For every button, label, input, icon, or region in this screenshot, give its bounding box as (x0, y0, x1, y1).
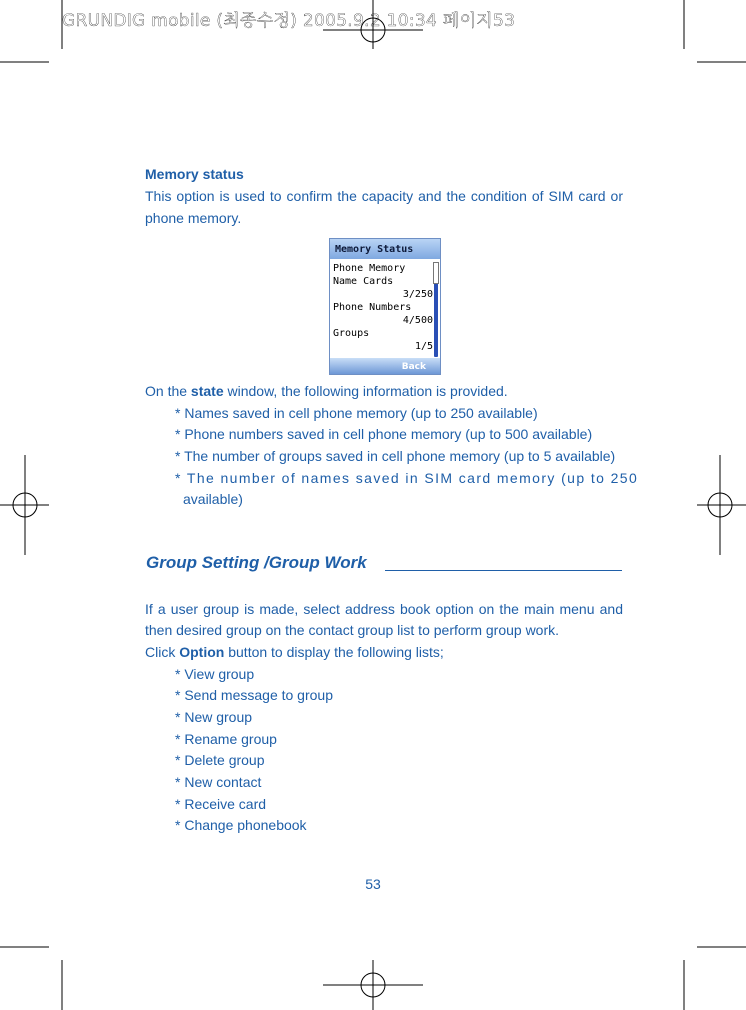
state-intro-bold: state (190, 383, 224, 399)
group-list-item: * View group (175, 666, 255, 682)
section-title-rule (385, 570, 622, 571)
click-suffix: button to display the following lists; (224, 644, 444, 660)
phone-screen-groups-value: 1/5 (414, 341, 433, 352)
print-header-slug: GRUNDIG mobile (최종수정) 2005.9.2 10:34 페이지53 (62, 11, 516, 31)
phone-screen-softkey-bar (330, 358, 440, 374)
group-list-item: * Change phonebook (175, 817, 307, 833)
page-number: 53 (365, 876, 381, 892)
click-prefix: Click (145, 644, 180, 660)
state-item: * The number of names saved in SIM card memory (up to 250 (175, 470, 639, 486)
state-intro-prefix: On the (145, 383, 191, 399)
group-list-item: * New group (175, 709, 253, 725)
group-paragraph-line2: then desired group on the contact group list to perform group work. (145, 622, 560, 638)
state-item: * The number of groups saved in cell phone memory (up to 5 available) (175, 448, 616, 464)
registration-mark-right (697, 455, 746, 555)
phone-screen-numbers-label: Phone Numbers (333, 302, 412, 313)
state-intro-suffix: window, the following information is provided. (223, 383, 508, 399)
phone-screen-title: Memory Status (330, 239, 440, 259)
state-intro (145, 381, 508, 403)
phone-screen-names-label: Name Cards (333, 276, 394, 287)
state-item: * Phone numbers saved in cell phone memory (up to 500 available) (175, 426, 593, 442)
phone-screen-scroll-thumb (433, 262, 439, 284)
group-list-item: * Receive card (175, 796, 267, 812)
group-list-item: * New contact (175, 774, 262, 790)
phone-screen-back-softkey: Back (401, 362, 426, 372)
registration-mark-left (0, 455, 49, 555)
click-option-instruction (145, 642, 444, 664)
group-list-item: * Send message to group (175, 687, 333, 703)
group-list-item: * Rename group (175, 731, 277, 747)
state-item-continuation: available) (183, 491, 243, 507)
registration-mark-bottom (323, 960, 423, 1010)
option-bold: Option (179, 644, 225, 660)
phone-screen-numbers-value: 4/500 (402, 315, 433, 326)
phone-screen-names-value: 3/250 (402, 289, 433, 300)
registration-mark-top (323, 0, 423, 49)
memory-status-heading: Memory status (145, 166, 244, 182)
group-paragraph-line1: If a user group is made, select address book option on the main menu and (145, 601, 623, 617)
memory-status-description: This option is used to confirm the capacity and the condition of SIM card or phone memory. (145, 188, 623, 226)
group-section-title: Group Setting /Group Work (146, 553, 367, 572)
state-item: * Names saved in cell phone memory (up to 250 available) (175, 405, 538, 421)
phone-screen-groups-label: Groups (333, 328, 370, 339)
phone-screen-image (329, 238, 441, 375)
phone-screen-subtitle: Phone Memory (333, 263, 406, 274)
group-list-item: * Delete group (175, 752, 265, 768)
